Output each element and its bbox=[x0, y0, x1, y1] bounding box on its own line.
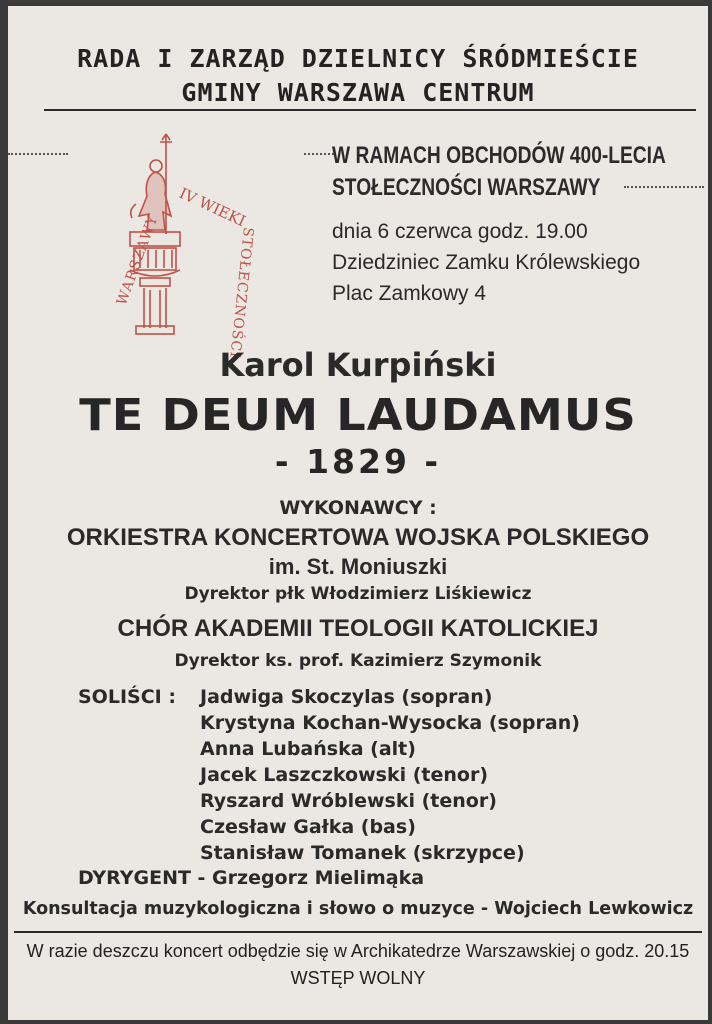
rain-note: W razie deszczu koncert odbędzie się w Archikatedrze Warszawskiej o godz. 20.15 bbox=[26, 941, 690, 961]
choir-name: CHÓR AKADEMII TEOLOGII KATOLICKIEJ bbox=[117, 615, 599, 642]
soloist-item: Czesław Gałka (bas) bbox=[200, 816, 416, 838]
soloist-item: Stanisław Tomanek (skrzypce) bbox=[200, 842, 525, 864]
soloist-item: Ryszard Wróblewski (tenor) bbox=[200, 790, 497, 812]
occasion-line-2: STOŁECZNOŚCI WARSZAWY bbox=[332, 174, 601, 201]
header-divider bbox=[44, 109, 696, 111]
soloist-item: Jadwiga Skoczylas (sopran) bbox=[200, 686, 493, 708]
organizer-line-2: GMINY WARSZAWA CENTRUM bbox=[181, 78, 535, 107]
dotted-leader-right bbox=[624, 186, 704, 188]
organizer-line-1: RADA I ZARZĄD DZIELNICY ŚRÓDMIEŚCIE bbox=[77, 44, 639, 73]
performers-heading: WYKONAWCY : bbox=[279, 497, 437, 519]
dotted-leader-left bbox=[8, 153, 68, 155]
event-address: Plac Zamkowy 4 bbox=[332, 282, 487, 305]
poster bbox=[8, 6, 708, 1020]
soloist-item: Krystyna Kochan-Wysocka (sopran) bbox=[200, 712, 580, 734]
soloists-label: SOLIŚCI : bbox=[78, 686, 176, 708]
orchestra-director: Dyrektor płk Włodzimierz Liśkiewicz bbox=[184, 584, 532, 604]
admission-note: WSTĘP WOLNY bbox=[290, 968, 426, 988]
orchestra-name: ORKIESTRA KONCERTOWA WOJSKA POLSKIEGO bbox=[66, 524, 650, 551]
conductor-line: DYRYGENT - Grzegorz Mielimąka bbox=[78, 867, 425, 889]
composer-name: Karol Kurpiński bbox=[219, 346, 497, 384]
footer-divider bbox=[14, 931, 702, 933]
occasion-line-1: W RAMACH OBCHODÓW 400-LECIA bbox=[332, 142, 666, 169]
event-venue: Dziedziniec Zamku Królewskiego bbox=[332, 251, 641, 274]
dotted-leader-mid bbox=[304, 153, 334, 155]
work-year: - 1829 - bbox=[274, 442, 442, 481]
seal-text-right: STOŁECZNOŚCI bbox=[226, 226, 256, 360]
seal-text-top: IV WIEKI bbox=[176, 184, 249, 231]
seal-text-left: WARSZAWY bbox=[114, 212, 162, 308]
orchestra-patron: im. St. Moniuszki bbox=[268, 554, 448, 579]
choir-director: Dyrektor ks. prof. Kazimierz Szymonik bbox=[174, 651, 542, 671]
work-title: TE DEUM LAUDAMUS bbox=[79, 390, 637, 441]
soloist-item: Anna Lubańska (alt) bbox=[200, 738, 416, 760]
soloist-item: Jacek Laszczkowski (tenor) bbox=[200, 764, 488, 786]
event-date: dnia 6 czerwca godz. 19.00 bbox=[332, 220, 588, 243]
consultation-line: Konsultacja muzykologiczna i słowo o muzyce - Wojciech Lewkowicz bbox=[22, 899, 694, 919]
